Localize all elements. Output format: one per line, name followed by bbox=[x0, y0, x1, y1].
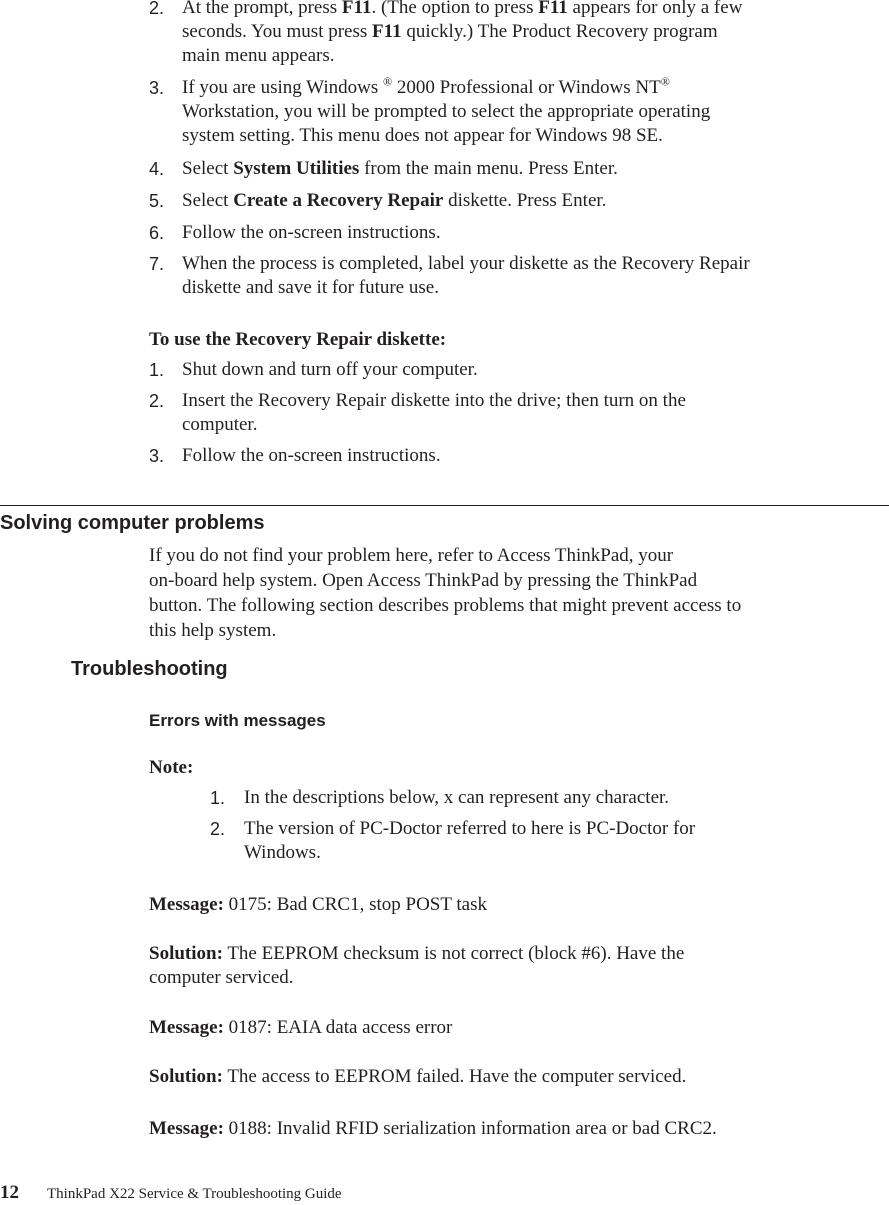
note-number: 2. bbox=[210, 819, 226, 839]
item-number: 3. bbox=[149, 78, 165, 98]
bold-term: System Utilities bbox=[233, 158, 360, 179]
registered-mark: ® bbox=[660, 74, 670, 89]
solution-label: Solution: bbox=[149, 943, 223, 964]
item-text: When the process is completed, label your diskette as the Recovery Repair bbox=[182, 253, 750, 274]
message-label: Message: bbox=[149, 894, 224, 915]
entry-line: Message: 0187: EAIA data access error bbox=[149, 1017, 453, 1038]
item-text: Select System Utilities from the main menu. Press Enter. bbox=[182, 158, 618, 179]
item-text-continued: seconds. You must press F11 quickly.) The Product Recovery program bbox=[182, 21, 718, 42]
repair-diskette-heading: To use the Recovery Repair diskette: bbox=[149, 329, 447, 350]
message-label: Message: bbox=[149, 1118, 224, 1139]
entry-line: Message: 0188: Invalid RFID serialization information area or bad CRC2. bbox=[149, 1118, 717, 1139]
item-text: Shut down and turn off your computer. bbox=[182, 359, 478, 380]
item-text: Insert the Recovery Repair diskette into the drive; then turn on the bbox=[182, 390, 686, 411]
item-text: Follow the on-screen instructions. bbox=[182, 222, 441, 243]
section-title: Solving computer problems bbox=[0, 512, 265, 534]
item-number: 7. bbox=[149, 254, 165, 274]
solution-label: Solution: bbox=[149, 1066, 223, 1087]
bold-term: F11 bbox=[341, 0, 372, 18]
item-number: 6. bbox=[149, 223, 165, 243]
entry-line: Solution: The access to EEPROM failed. Have the computer serviced. bbox=[149, 1066, 687, 1087]
message-label: Message: bbox=[149, 1017, 224, 1038]
item-text: If you are using Windows ® 2000 Professional or Windows NT® bbox=[182, 74, 670, 98]
intro-line: button. The following section describes problems that might prevent access to bbox=[149, 595, 742, 616]
item-number: 5. bbox=[149, 191, 165, 211]
item-number: 4. bbox=[149, 159, 165, 179]
intro-line: If you do not find your problem here, refer to Access ThinkPad, your bbox=[149, 545, 674, 566]
bold-term: F11 bbox=[538, 0, 568, 18]
bold-term: F11 bbox=[372, 21, 402, 42]
item-text-continued: system setting. This menu does not appear for Windows 98 SE. bbox=[182, 125, 663, 146]
note-text: The version of PC-Doctor referred to here is PC-Doctor for bbox=[244, 818, 696, 839]
registered-mark: ® bbox=[383, 74, 393, 89]
entry-line-continued: computer serviced. bbox=[149, 967, 294, 988]
item-number: 2. bbox=[149, 0, 165, 18]
note-number: 1. bbox=[210, 788, 226, 808]
item-text-continued: main menu appears. bbox=[182, 45, 335, 66]
item-text: Follow the on-screen instructions. bbox=[182, 445, 441, 466]
intro-line: on-board help system. Open Access ThinkPad by pressing the ThinkPad bbox=[149, 570, 698, 591]
item-text-continued: diskette and save it for future use. bbox=[182, 277, 439, 298]
item-number: 3. bbox=[149, 446, 165, 466]
footer-title: ThinkPad X22 Service & Troubleshooting Guide bbox=[47, 1186, 342, 1202]
note-label: Note: bbox=[149, 757, 194, 778]
page-number: 12 bbox=[0, 1182, 19, 1203]
intro-line: this help system. bbox=[149, 620, 277, 641]
note-text: In the descriptions below, x can represent any character. bbox=[244, 787, 670, 808]
item-text: At the prompt, press F11. (The option to press F11 appears for only a few bbox=[182, 0, 742, 20]
note-text: Windows. bbox=[244, 842, 321, 863]
item-text-continued: computer. bbox=[182, 414, 258, 435]
bold-term: Create a Recovery Repair bbox=[233, 190, 444, 211]
subsection-title: Troubleshooting bbox=[71, 658, 228, 680]
section-divider bbox=[0, 505, 889, 506]
subsubsection-title: Errors with messages bbox=[149, 711, 326, 730]
item-number: 2. bbox=[149, 391, 165, 411]
item-text: Select Create a Recovery Repair diskette. Press Enter. bbox=[182, 190, 607, 211]
item-number: 1. bbox=[149, 360, 165, 380]
item-text-continued: Workstation, you will be prompted to select the appropriate operating bbox=[182, 101, 711, 122]
entry-line: Message: 0175: Bad CRC1, stop POST task bbox=[149, 894, 487, 915]
entry-line: Solution: The EEPROM checksum is not correct (block #6). Have the bbox=[149, 943, 685, 964]
